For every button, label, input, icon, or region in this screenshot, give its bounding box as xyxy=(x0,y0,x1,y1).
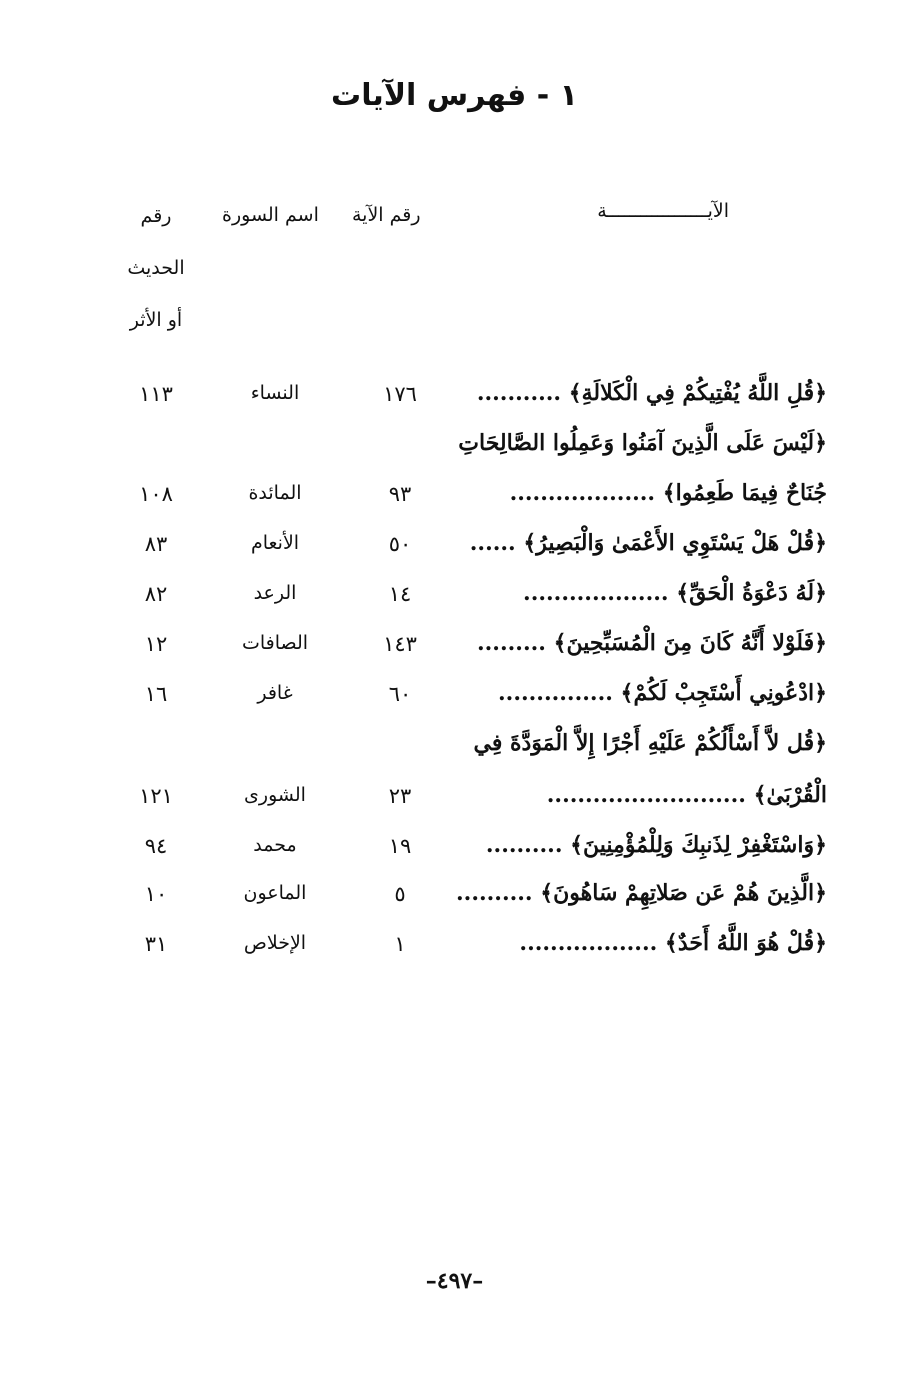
ayah-number: ٦٠ xyxy=(388,682,412,706)
table-row xyxy=(0,630,909,674)
verse-text: ﴿لَهُ دَعْوَةُ الْحَقِّ﴾ ................... xyxy=(523,580,827,606)
header-surah-name: اسم السورة xyxy=(222,204,319,226)
table-row xyxy=(0,730,909,774)
verse-text: جُنَاحٌ فِيمَا طَعِمُوا﴾ ................... xyxy=(509,480,827,506)
ayah-number: ٥ xyxy=(394,882,406,906)
verse-text: ﴿وَاسْتَغْفِرْ لِذَنبِكَ وَلِلْمُؤْمِنِينَ﴾ .......... xyxy=(485,832,827,858)
hadith-number: ١٠٨ xyxy=(139,482,173,506)
table-row xyxy=(0,782,909,826)
hadith-number: ٣١ xyxy=(144,932,168,956)
ayah-number: ١٩ xyxy=(388,834,412,858)
hadith-number: ٩٤ xyxy=(144,834,168,858)
table-row xyxy=(0,480,909,524)
surah-name: محمد xyxy=(253,834,297,856)
surah-name: الماعون xyxy=(243,882,307,904)
verse-text: ﴿لَيْسَ عَلَى الَّذِينَ آمَنُوا وَعَمِلُوا الصَّالِحَاتِ xyxy=(458,430,827,456)
hadith-number: ١١٣ xyxy=(139,382,173,406)
page-title: ١ - فهرس الآيات xyxy=(331,78,578,113)
verse-text: الْقُرْبَىٰ﴾ .......................... xyxy=(546,782,827,808)
verse-text: ﴿الَّذِينَ هُمْ عَن صَلاتِهِمْ سَاهُونَ﴾ .......... xyxy=(456,880,827,906)
table-row xyxy=(0,380,909,424)
hadith-number: ١٢ xyxy=(144,632,168,656)
table-row xyxy=(0,430,909,474)
ayah-number: ١٤ xyxy=(388,582,412,606)
table-row xyxy=(0,580,909,624)
surah-name: النساء xyxy=(250,382,300,404)
header-hadith-number xyxy=(118,190,194,346)
surah-name: الإخلاص xyxy=(243,932,307,954)
verse-text: ﴿قُلْ هَلْ يَسْتَوِي الأَعْمَىٰ وَالْبَصِيرُ﴾ ...... xyxy=(469,530,827,556)
hadith-number: ١٢١ xyxy=(139,784,173,808)
header-hadith-line-1: رقم xyxy=(140,205,172,227)
table-row xyxy=(0,880,909,924)
surah-name: الرعد xyxy=(253,582,297,604)
header-ayah: الآيــــــــــــــــــة xyxy=(597,200,729,222)
ayah-number: ٩٣ xyxy=(388,482,412,506)
verse-text: ﴿قُل لاَّ أَسْأَلُكُمْ عَلَيْهِ أَجْرًا إِلاَّ الْمَوَدَّةَ فِي xyxy=(473,730,827,756)
ayah-number: ١٤٣ xyxy=(383,632,417,656)
header-hadith-line-2: الحديث xyxy=(127,257,185,279)
surah-name: المائدة xyxy=(248,482,302,504)
ayah-number: ١ xyxy=(394,932,406,956)
hadith-number: ١٠ xyxy=(144,882,168,906)
table-row xyxy=(0,832,909,876)
header-hadith-line-3: أو الأثر xyxy=(129,309,183,331)
verse-text: ﴿قُلِ اللَّهُ يُفْتِيكُمْ فِي الْكَلالَةِ﴾ ........... xyxy=(476,380,827,406)
ayah-number: ٢٣ xyxy=(388,784,412,808)
surah-name: الأنعام xyxy=(250,532,300,554)
verse-text: ﴿فَلَوْلا أَنَّهُ كَانَ مِنَ الْمُسَبِّحِينَ﴾ ......... xyxy=(476,630,827,656)
hadith-number: ٨٢ xyxy=(144,582,168,606)
surah-name: غافر xyxy=(257,682,293,704)
table-row xyxy=(0,930,909,974)
hadith-number: ١٦ xyxy=(144,682,168,706)
page-number: –٤٩٧– xyxy=(425,1268,484,1294)
surah-name: الصافات xyxy=(241,632,309,654)
header-ayah-number: رقم الآية xyxy=(352,204,421,226)
verse-text: ﴿ادْعُونِي أَسْتَجِبْ لَكُمْ﴾ ............... xyxy=(498,680,827,706)
verse-text: ﴿قُلْ هُوَ اللَّهُ أَحَدٌ﴾ .................. xyxy=(519,930,827,956)
table-row xyxy=(0,530,909,574)
ayah-number: ١٧٦ xyxy=(383,382,417,406)
hadith-number: ٨٣ xyxy=(144,532,168,556)
surah-name: الشورى xyxy=(244,784,306,806)
ayah-number: ٥٠ xyxy=(388,532,412,556)
table-row xyxy=(0,680,909,724)
